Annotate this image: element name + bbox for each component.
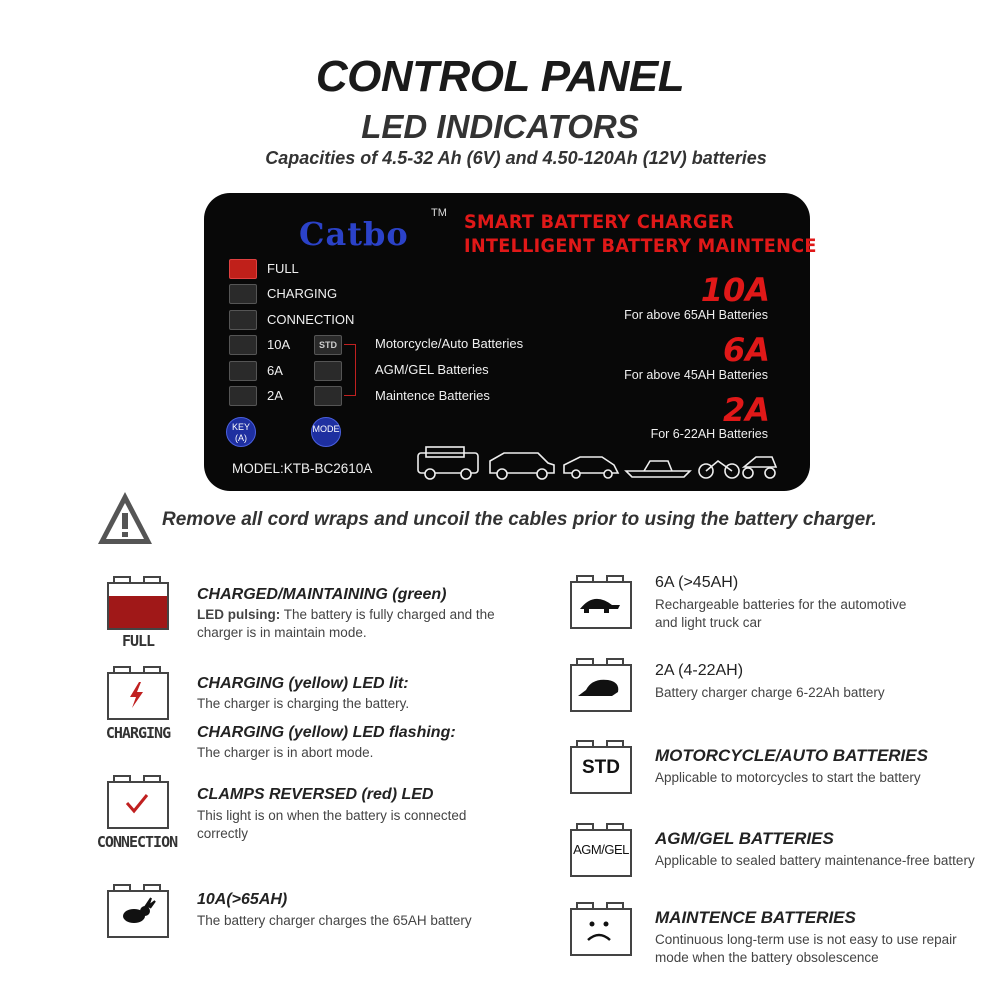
rating-6a-note: For above 45AH Batteries <box>624 368 768 382</box>
rating-10a: 10A <box>700 271 770 309</box>
page-subtitle: LED INDICATORS <box>361 108 639 145</box>
led-label-10a: 10A <box>267 337 291 352</box>
lawn-mower-icon <box>743 457 776 478</box>
led-connection <box>229 310 257 330</box>
control-panel <box>204 193 817 491</box>
full-icon-label: FULL <box>121 632 155 650</box>
legend-std-heading: MOTORCYCLE/AUTO BATTERIES <box>655 746 928 765</box>
legend-agm-gel-text: Applicable to sealed battery maintenance-free battery <box>655 853 975 868</box>
legend-full-body: The battery is fully charged and the charger is in maintain mode. <box>197 607 495 640</box>
rabbit-battery-icon <box>107 890 169 938</box>
checkmark-icon <box>109 783 163 823</box>
panel-heading-2: INTELLIGENT BATTERY MAINTENCE <box>464 235 817 257</box>
legend-10a-heading: 10A(>65AH) <box>197 891 288 908</box>
wagon-icon <box>490 453 554 479</box>
agm-gel-battery-icon <box>570 829 632 877</box>
charging-battery-icon <box>107 672 169 720</box>
led-label-charging: CHARGING <box>267 286 338 301</box>
legend-maintence-text: Continuous long-term use is not easy to use repair mode when the battery obsolescence <box>655 932 957 965</box>
mode-label-motorcycle-auto: Motorcycle/Auto Batteries <box>375 336 524 351</box>
mode-bracket <box>344 344 356 396</box>
rating-10a-note: For above 65AH Batteries <box>624 308 768 322</box>
model-number: MODEL:KTB-BC2610A <box>232 461 373 476</box>
legend-charging-text-2: The charger is in abort mode. <box>197 745 374 760</box>
warning-text: Remove all cord wraps and uncoil the cables prior to using the battery charger. <box>162 509 877 530</box>
rating-2a: 2A <box>722 391 770 429</box>
mode-label-agm-gel: AGM/GEL Batteries <box>375 362 489 377</box>
legend-full-heading: CHARGED/MAINTAINING (green) <box>197 586 447 603</box>
legend-full-text <box>197 606 497 642</box>
led-maintence <box>314 386 342 406</box>
page-title: CONTROL PANEL <box>315 52 685 101</box>
brand-logo: Catbo <box>299 215 409 253</box>
legend-2a-heading: 2A (4-22AH) <box>655 662 744 679</box>
led-label-connection: CONNECTION <box>267 312 355 327</box>
connection-icon-label: CONNECTION <box>96 833 178 851</box>
led-full <box>229 259 257 279</box>
led-label-6a: 6A <box>267 363 283 378</box>
legend-maintence-heading: MAINTENCE BATTERIES <box>655 908 856 927</box>
motorcycle-icon <box>699 461 739 478</box>
led-std: STD <box>314 335 342 355</box>
rabbit-icon <box>109 892 163 932</box>
snail-icon <box>572 666 626 706</box>
legend-agm-gel-heading: AGM/GEL BATTERIES <box>655 829 834 848</box>
legend-10a-text: The battery charger charges the 65AH battery <box>197 913 472 928</box>
led-label-2a: 2A <box>267 388 283 403</box>
charging-icon-label: CHARGING <box>105 724 171 742</box>
panel-heading-1: SMART BATTERY CHARGER <box>464 211 735 233</box>
mode-button[interactable]: MODE <box>311 417 341 447</box>
full-battery-icon <box>107 582 169 630</box>
legend-6a-heading: 6A (>45AH) <box>655 574 739 591</box>
suv-icon <box>418 447 478 479</box>
legend-connection-text: This light is on when the battery is connected correctly <box>197 808 467 841</box>
legend-full-lead: LED pulsing: <box>197 607 281 622</box>
maintence-battery-icon <box>570 908 632 956</box>
led-6a <box>229 361 257 381</box>
led-agm-gel <box>314 361 342 381</box>
legend-charging-heading: CHARGING (yellow) LED lit: <box>197 675 409 692</box>
legend-charging-text: The charger is charging the battery. <box>197 696 410 711</box>
warning-icon <box>96 489 154 547</box>
vehicle-icons <box>414 443 784 483</box>
snail-battery-icon <box>570 664 632 712</box>
turtle-icon <box>572 583 626 623</box>
std-icon-label: STD <box>582 757 620 778</box>
legend-charging-heading-2: CHARGING (yellow) LED flashing: <box>197 724 456 741</box>
sad-face-icon <box>572 910 626 950</box>
rating-2a-note: For 6-22AH Batteries <box>650 427 768 441</box>
legend-connection-heading: CLAMPS REVERSED (red) LED <box>197 786 434 803</box>
legend-6a-text: Rechargeable batteries for the automotive and light truck car <box>655 597 907 630</box>
rating-6a: 6A <box>722 331 770 369</box>
led-2a <box>229 386 257 406</box>
connection-battery-icon <box>107 781 169 829</box>
lightning-icon <box>109 674 163 714</box>
legend-2a-text: Battery charger charge 6-22Ah battery <box>655 685 885 700</box>
capacities-text: Capacities of 4.5-32 Ah (6V) and 4.50-120Ah (12V) batteries <box>265 148 767 168</box>
boat-icon <box>626 461 690 477</box>
led-label-full: FULL <box>267 261 299 276</box>
led-charging <box>229 284 257 304</box>
turtle-battery-icon <box>570 581 632 629</box>
legend-std-text: Applicable to motorcycles to start the battery <box>655 770 921 785</box>
agm-gel-icon-label: AGM/GEL <box>573 842 629 857</box>
trademark-mark: TM <box>431 207 447 219</box>
led-10a <box>229 335 257 355</box>
key-button[interactable]: KEY (A) <box>226 417 256 447</box>
sedan-icon <box>564 457 618 478</box>
full-fill <box>109 596 167 628</box>
mode-label-maintence: Maintence Batteries <box>375 388 490 403</box>
std-battery-icon <box>570 746 632 794</box>
